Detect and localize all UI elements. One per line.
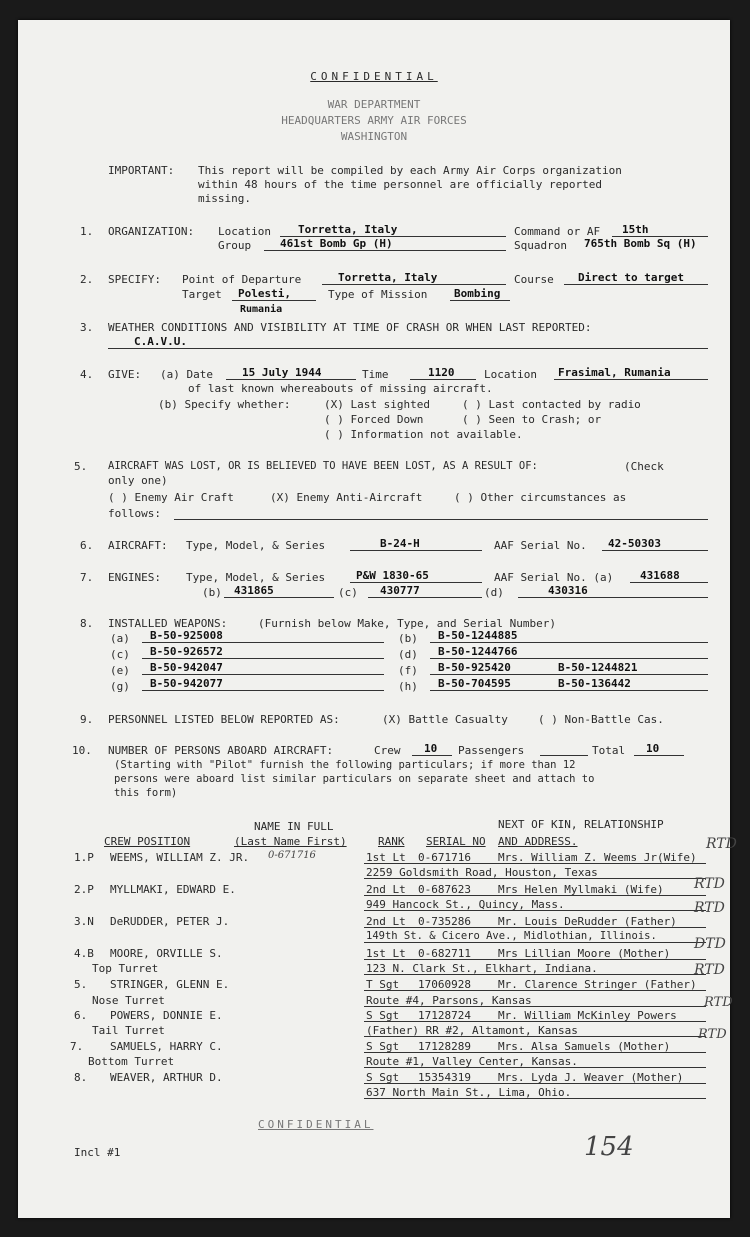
s7-serial-a: 431688 <box>640 569 680 582</box>
row-6-serial: 17128724 <box>418 1009 471 1022</box>
row-1-kin: Mrs. William Z. Weems Jr(Wife) <box>498 851 697 864</box>
s8-weapon-c: B-50-926572 <box>150 645 223 658</box>
table-header-kin-2: AND ADDRESS. <box>498 835 578 848</box>
s4-date-label: (a) Date <box>160 368 213 381</box>
row-3-kin: Mr. Louis DeRudder (Father) <box>498 915 677 928</box>
s2-mission: Bombing <box>454 287 501 300</box>
row-6-rank: S Sgt <box>366 1009 400 1022</box>
s5-num: 5. <box>74 460 88 473</box>
s8-b-label: (b) <box>398 632 418 645</box>
row-3-name: DeRUDDER, PETER J. <box>110 915 230 928</box>
row-3-rank: 2nd Lt <box>366 915 406 928</box>
s3-value: C.A.V.U. <box>134 335 187 348</box>
s10-total-label: Total <box>592 744 626 757</box>
page-number: 154 <box>584 1132 634 1162</box>
row-1-rank: 1st Lt <box>366 851 406 864</box>
s9-num: 9. <box>80 713 94 726</box>
s6-type-label: Type, Model, & Series <box>186 539 326 552</box>
s4-opt-last-contacted: ( ) Last contacted by radio <box>462 398 641 411</box>
important-line-2: within 48 hours of the time personnel are officially reported <box>198 178 602 191</box>
table-header-position: CREW POSITION <box>104 835 191 848</box>
important-line-3: missing. <box>198 192 251 205</box>
s4-location-label: Location <box>484 368 537 381</box>
s7-type: P&W 1830-65 <box>356 569 429 582</box>
document-page <box>18 20 737 1218</box>
inclosure-label: Incl #1 <box>74 1146 121 1159</box>
row-4-status: DTD <box>694 936 726 952</box>
s1-location: Torretta, Italy <box>298 223 398 236</box>
row-5-serial: 17060928 <box>418 978 471 991</box>
dept-title: WAR DEPARTMENT <box>327 98 421 111</box>
row-2-name: MYLLMAKI, EDWARD E. <box>110 883 236 896</box>
row-5-name: STRINGER, GLENN E. <box>110 978 230 991</box>
row-7-position: Tail Turret <box>92 1024 165 1037</box>
row-3-status: RTD <box>694 900 725 916</box>
s7-serial-d: 430316 <box>548 584 588 597</box>
s1-group: 461st Bomb Gp (H) <box>280 237 393 250</box>
s8-d-label: (d) <box>398 648 418 661</box>
row-5-rank: T Sgt <box>366 978 400 991</box>
s7-b-label: (b) <box>202 586 222 599</box>
s5-opt-enemy-aircraft: ( ) Enemy Air Craft <box>108 491 234 504</box>
s5-follows: follows: <box>108 507 161 520</box>
row-2-num: 2.P <box>74 883 94 896</box>
s8-weapon-d: B-50-1244766 <box>438 645 518 658</box>
s10-crew: 10 <box>424 742 438 755</box>
s8-weapon-b: B-50-1244885 <box>438 629 518 642</box>
s10-pass-label: Passengers <box>458 744 525 757</box>
s8-a-label: (a) <box>110 632 130 645</box>
s1-location-label: Location <box>218 225 271 238</box>
s7-d-label: (d) <box>484 586 504 599</box>
table-header-rank: RANK <box>378 835 405 848</box>
row-6-num: 6. <box>74 1009 88 1022</box>
s2-target: Polesti, <box>238 287 291 300</box>
row-5-kin: Mr. Clarence Stringer (Father) <box>498 978 697 991</box>
row-5-position: Top Turret <box>92 962 159 975</box>
row-5-status: RTD <box>694 962 725 978</box>
row-1-name: WEEMS, WILLIAM Z. JR. <box>110 851 250 864</box>
s8-c-label: (c) <box>110 648 130 661</box>
row-6-name: POWERS, DONNIE E. <box>110 1009 223 1022</box>
row-4-serial: 0-682711 <box>418 947 471 960</box>
s1-command-label: Command or AF <box>514 225 601 238</box>
table-header-serial: SERIAL NO <box>426 835 486 848</box>
row-8-serial: 15354319 <box>418 1071 471 1084</box>
s2-mission-label: Type of Mission <box>328 288 428 301</box>
s10-line-4: this form) <box>114 787 178 799</box>
row-1-hand-id: 0-671716 <box>268 850 316 861</box>
s4-opt-info-na: ( ) Information not available. <box>324 428 523 441</box>
s8-weapon-e: B-50-942047 <box>150 661 223 674</box>
row-5-num: 5. <box>74 978 88 991</box>
row-2-serial: 0-687623 <box>418 883 471 896</box>
s8-weapon-f: B-50-925420 <box>438 661 511 674</box>
s8-h-label: (h) <box>398 680 418 693</box>
s1-num: 1. <box>80 225 94 238</box>
s4-time: 1120 <box>428 366 455 379</box>
row-4-kin: Mrs Lillian Moore (Mother) <box>498 947 671 960</box>
row-7-serial: 17128289 <box>418 1040 471 1053</box>
s2-num: 2. <box>80 273 94 286</box>
row-3-serial: 0-735286 <box>418 915 471 928</box>
s9-battle: (X) Battle Casualty <box>382 713 508 726</box>
s8-f-label: (f) <box>398 664 418 677</box>
hq-title: HEADQUARTERS ARMY AIR FORCES <box>281 114 467 127</box>
s1-squadron-label: Squadron <box>514 239 567 252</box>
s6-serial-label: AAF Serial No. <box>494 539 587 552</box>
s10-line-2: (Starting with "Pilot" furnish the following particulars; if more than 12 <box>114 759 576 771</box>
row-1-num: 1.P <box>74 851 94 864</box>
row-2-rank: 2nd Lt <box>366 883 406 896</box>
row-6-address: (Father) RR #2, Altamont, Kansas <box>366 1024 578 1037</box>
s8-e-label: (e) <box>110 664 130 677</box>
classification-footer: CONFIDENTIAL <box>258 1118 374 1131</box>
table-header-name-1: NAME IN FULL <box>254 820 334 833</box>
s3-label: WEATHER CONDITIONS AND VISIBILITY AT TIME OF CRASH OR WHEN LAST REPORTED: <box>108 321 592 334</box>
s1-command: 15th <box>622 223 649 236</box>
s7-serial-b: 431865 <box>234 584 274 597</box>
s8-num: 8. <box>80 617 94 630</box>
s4-whereabouts: of last known whereabouts of missing aircraft. <box>188 382 493 395</box>
row-8-rank: S Sgt <box>366 1071 400 1084</box>
row-3-num: 3.N <box>74 915 94 928</box>
s8-g-label: (g) <box>110 680 130 693</box>
s2-departure-label: Point of Departure <box>182 273 302 286</box>
table-header-name-2: (Last Name First) <box>234 835 347 848</box>
row-8-kin: Mrs. Lyda J. Weaver (Mother) <box>498 1071 684 1084</box>
row-1-status: RTD <box>706 836 737 852</box>
s4-specify: (b) Specify whether: <box>158 398 291 411</box>
s3-num: 3. <box>80 321 94 334</box>
s8-instructions: (Furnish below Make, Type, and Serial Number) <box>258 617 557 630</box>
s4-num: 4. <box>80 368 94 381</box>
row-4-num: 4.B <box>74 947 94 960</box>
s4-opt-seen-crash: ( ) Seen to Crash; or <box>462 413 602 426</box>
row-7-num: 7. <box>70 1040 84 1053</box>
s6-num: 6. <box>80 539 94 552</box>
row-4-rank: 1st Lt <box>366 947 406 960</box>
city-title: WASHINGTON <box>340 130 408 143</box>
s9-label: PERSONNEL LISTED BELOW REPORTED AS: <box>108 713 340 726</box>
s7-serial-label: AAF Serial No. (a) <box>494 571 614 584</box>
s7-type-label: Type, Model, & Series <box>186 571 326 584</box>
s2-departure: Torretta, Italy <box>338 271 438 284</box>
s1-label: ORGANIZATION: <box>108 225 195 238</box>
classification-header: CONFIDENTIAL <box>310 70 438 83</box>
s10-num: 10. <box>72 744 92 757</box>
s10-crew-label: Crew <box>374 744 401 757</box>
s10-total: 10 <box>646 742 660 755</box>
s2-target-line2: Rumania <box>240 304 283 315</box>
row-7-address: Route #1, Valley Center, Kansas. <box>366 1055 578 1068</box>
s2-target-label: Target <box>182 288 222 301</box>
row-7-kin: Mrs. Alsa Samuels (Mother) <box>498 1040 671 1053</box>
row-4-address: 123 N. Clark St., Elkhart, Indiana. <box>366 962 598 975</box>
s8-weapon-a: B-50-925008 <box>150 629 223 642</box>
s5-check: (Check <box>624 460 664 473</box>
row-2-address: 949 Hancock St., Quincy, Mass. <box>366 898 565 911</box>
s8-label: INSTALLED WEAPONS: <box>108 617 228 630</box>
s9-non-battle: ( ) Non-Battle Cas. <box>538 713 664 726</box>
s8-weapon-h2: B-50-136442 <box>558 677 631 690</box>
row-3-address: 149th St. & Cicero Ave., Midlothian, Illinois. <box>366 930 657 942</box>
row-2-status: RTD <box>694 876 725 892</box>
row-6-position: Nose Turret <box>92 994 165 1007</box>
s5-opt-enemy-aa: (X) Enemy Anti-Aircraft <box>270 491 423 504</box>
s8-weapon-h: B-50-704595 <box>438 677 511 690</box>
table-header-kin-1: NEXT OF KIN, RELATIONSHIP <box>498 818 664 831</box>
row-2-kin: Mrs Helen Myllmaki (Wife) <box>498 883 664 896</box>
s4-label: GIVE: <box>108 368 142 381</box>
s10-line-3: persons were aboard list similar particulars on separate sheet and attach to <box>114 773 595 785</box>
s4-date: 15 July 1944 <box>242 366 322 379</box>
s7-c-label: (c) <box>338 586 358 599</box>
row-8-num: 8. <box>74 1071 88 1084</box>
row-4-name: MOORE, ORVILLE S. <box>110 947 223 960</box>
s8-weapon-g: B-50-942077 <box>150 677 223 690</box>
s2-label: SPECIFY: <box>108 273 161 286</box>
row-8-position: Bottom Turret <box>88 1055 175 1068</box>
s4-opt-last-sighted: (X) Last sighted <box>324 398 430 411</box>
s7-label: ENGINES: <box>108 571 161 584</box>
row-7-name: SAMUELS, HARRY C. <box>110 1040 223 1053</box>
row-8-address: 637 North Main St., Lima, Ohio. <box>366 1086 572 1099</box>
s4-opt-forced-down: ( ) Forced Down <box>324 413 424 426</box>
s5-check2: only one) <box>108 474 168 487</box>
important-line-1: This report will be compiled by each Army Air Corps organization <box>198 164 622 177</box>
s4-location: Frasimal, Rumania <box>558 366 671 379</box>
s6-serial: 42-50303 <box>608 537 661 550</box>
row-1-serial: 0-671716 <box>418 851 471 864</box>
row-8-name: WEAVER, ARTHUR D. <box>110 1071 223 1084</box>
s7-serial-c: 430777 <box>380 584 420 597</box>
row-6-kin: Mr. William McKinley Powers <box>498 1009 677 1022</box>
s2-course-label: Course <box>514 273 554 286</box>
s6-label: AIRCRAFT: <box>108 539 168 552</box>
s5-label: AIRCRAFT WAS LOST, OR IS BELIEVED TO HAVE BEEN LOST, AS A RESULT OF: <box>108 460 538 472</box>
row-6-status: RTD <box>704 995 733 1010</box>
s10-label: NUMBER OF PERSONS ABOARD AIRCRAFT: <box>108 744 334 757</box>
row-7-status: RTD <box>698 1027 727 1042</box>
row-7-rank: S Sgt <box>366 1040 400 1053</box>
s8-weapon-f2: B-50-1244821 <box>558 661 638 674</box>
s1-squadron: 765th Bomb Sq (H) <box>584 237 697 250</box>
important-label: IMPORTANT: <box>108 164 175 177</box>
s5-opt-other: ( ) Other circumstances as <box>454 491 627 504</box>
row-5-address: Route #4, Parsons, Kansas <box>366 994 532 1007</box>
s7-num: 7. <box>80 571 94 584</box>
s2-course: Direct to target <box>578 271 684 284</box>
s4-time-label: Time <box>362 368 389 381</box>
s1-group-label: Group <box>218 239 252 252</box>
s6-type: B-24-H <box>380 537 420 550</box>
row-1-address: 2259 Goldsmith Road, Houston, Texas <box>366 866 598 879</box>
